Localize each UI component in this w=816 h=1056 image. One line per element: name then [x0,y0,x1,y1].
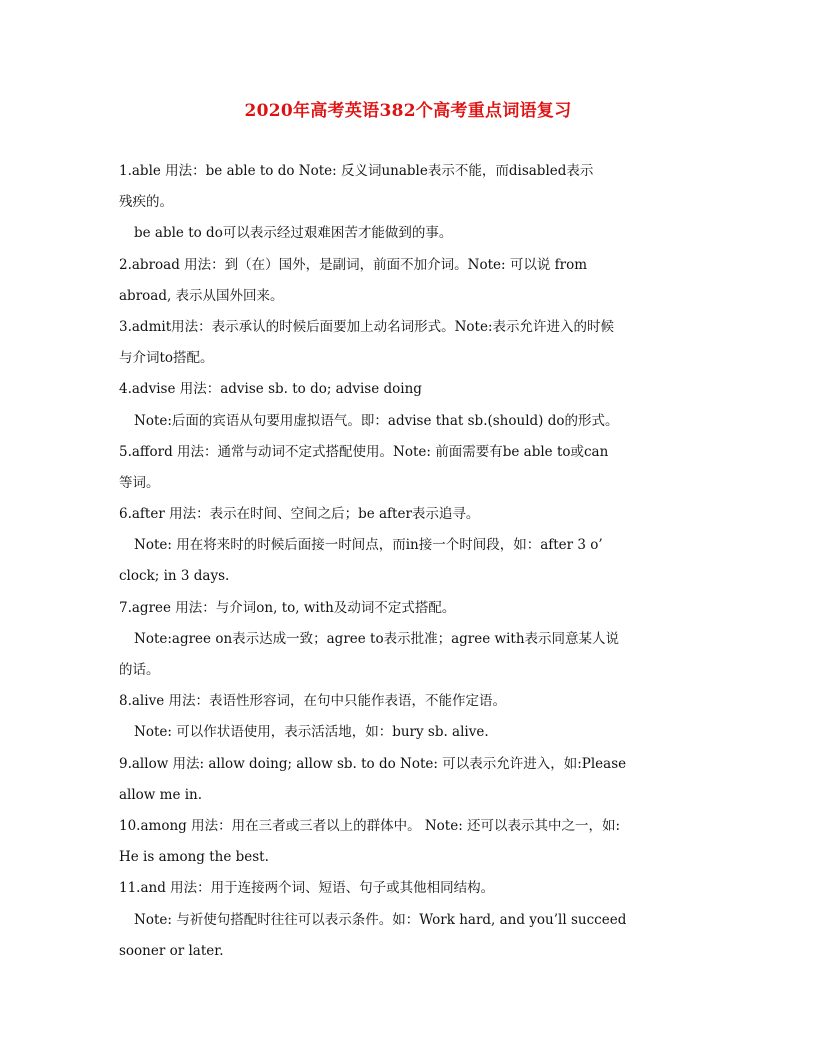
text-line: 11.and 用法：用于连接两个词、短语、句子或其他相同结构。 [119,880,495,897]
text-line: abroad, 表示从国外回来。 [119,287,284,304]
text-line: Note: 用在将来时的时候后面接一时间点，而in接一个时间段，如：after 3 o’ [134,537,603,554]
text-line: 残疾的。 [119,194,173,211]
text-line: 与介词to搭配。 [119,350,214,367]
text-line: Note: 与祈使句搭配时往往可以表示条件。如：Work hard, and you’ll succeed [134,911,627,928]
text-line: 5.afford 用法：通常与动词不定式搭配使用。Note: 前面需要有be able to或can [119,443,609,460]
text-line: 7.agree 用法：与介词on, to, with及动词不定式搭配。 [119,599,456,616]
text-line: clock; in 3 days. [119,568,230,585]
text-line: He is among the best. [119,849,269,866]
text-line: 的话。 [119,662,160,678]
text-line: 等词。 [119,474,160,491]
text-line: 8.alive 用法：表语性形容词，在句中只能作表语，不能作定语。 [119,693,506,710]
text-line: be able to do可以表示经过艰难困苦才能做到的事。 [134,225,453,242]
text-line: 6.after 用法：表示在时间、空间之后；be after表示追寻。 [119,506,480,523]
text-line: Note:agree on表示达成一致；agree to表示批准；agree with表示同意某人说 [134,630,620,647]
text-line: 1.able 用法：be able to do Note: 反义词unable表示不能，而disabled表示 [119,163,594,179]
text-line: Note: 可以作状语使用，表示活活地，如：bury sb. alive. [134,724,489,741]
text-line: 3.admit用法：表示承认的时候后面要加上动名词形式。Note:表示允许进入的时候 [119,318,615,335]
text-line: Note:后面的宾语从句要用虚拟语气。即：advise that sb.(should) do的形式。 [134,412,619,429]
document-title: 2020年高考英语382个高考重点词语复习 [244,101,572,121]
text-line: 4.advise 用法：advise sb. to do; advise doing [119,381,422,398]
text-line: 10.among 用法：用在三者或三者以上的群体中。 Note: 还可以表示其中之一，如: [119,817,621,834]
text-line: 2.abroad 用法：到（在）国外，是副词，前面不加介词。Note: 可以说 from [119,256,587,273]
text-line: 9.allow 用法: allow doing; allow sb. to do Note: 可以表示允许进入，如:Please [119,755,627,772]
text-line: allow me in. [119,786,203,803]
document-body [119,156,719,967]
text-line: sooner or later. [119,942,224,959]
